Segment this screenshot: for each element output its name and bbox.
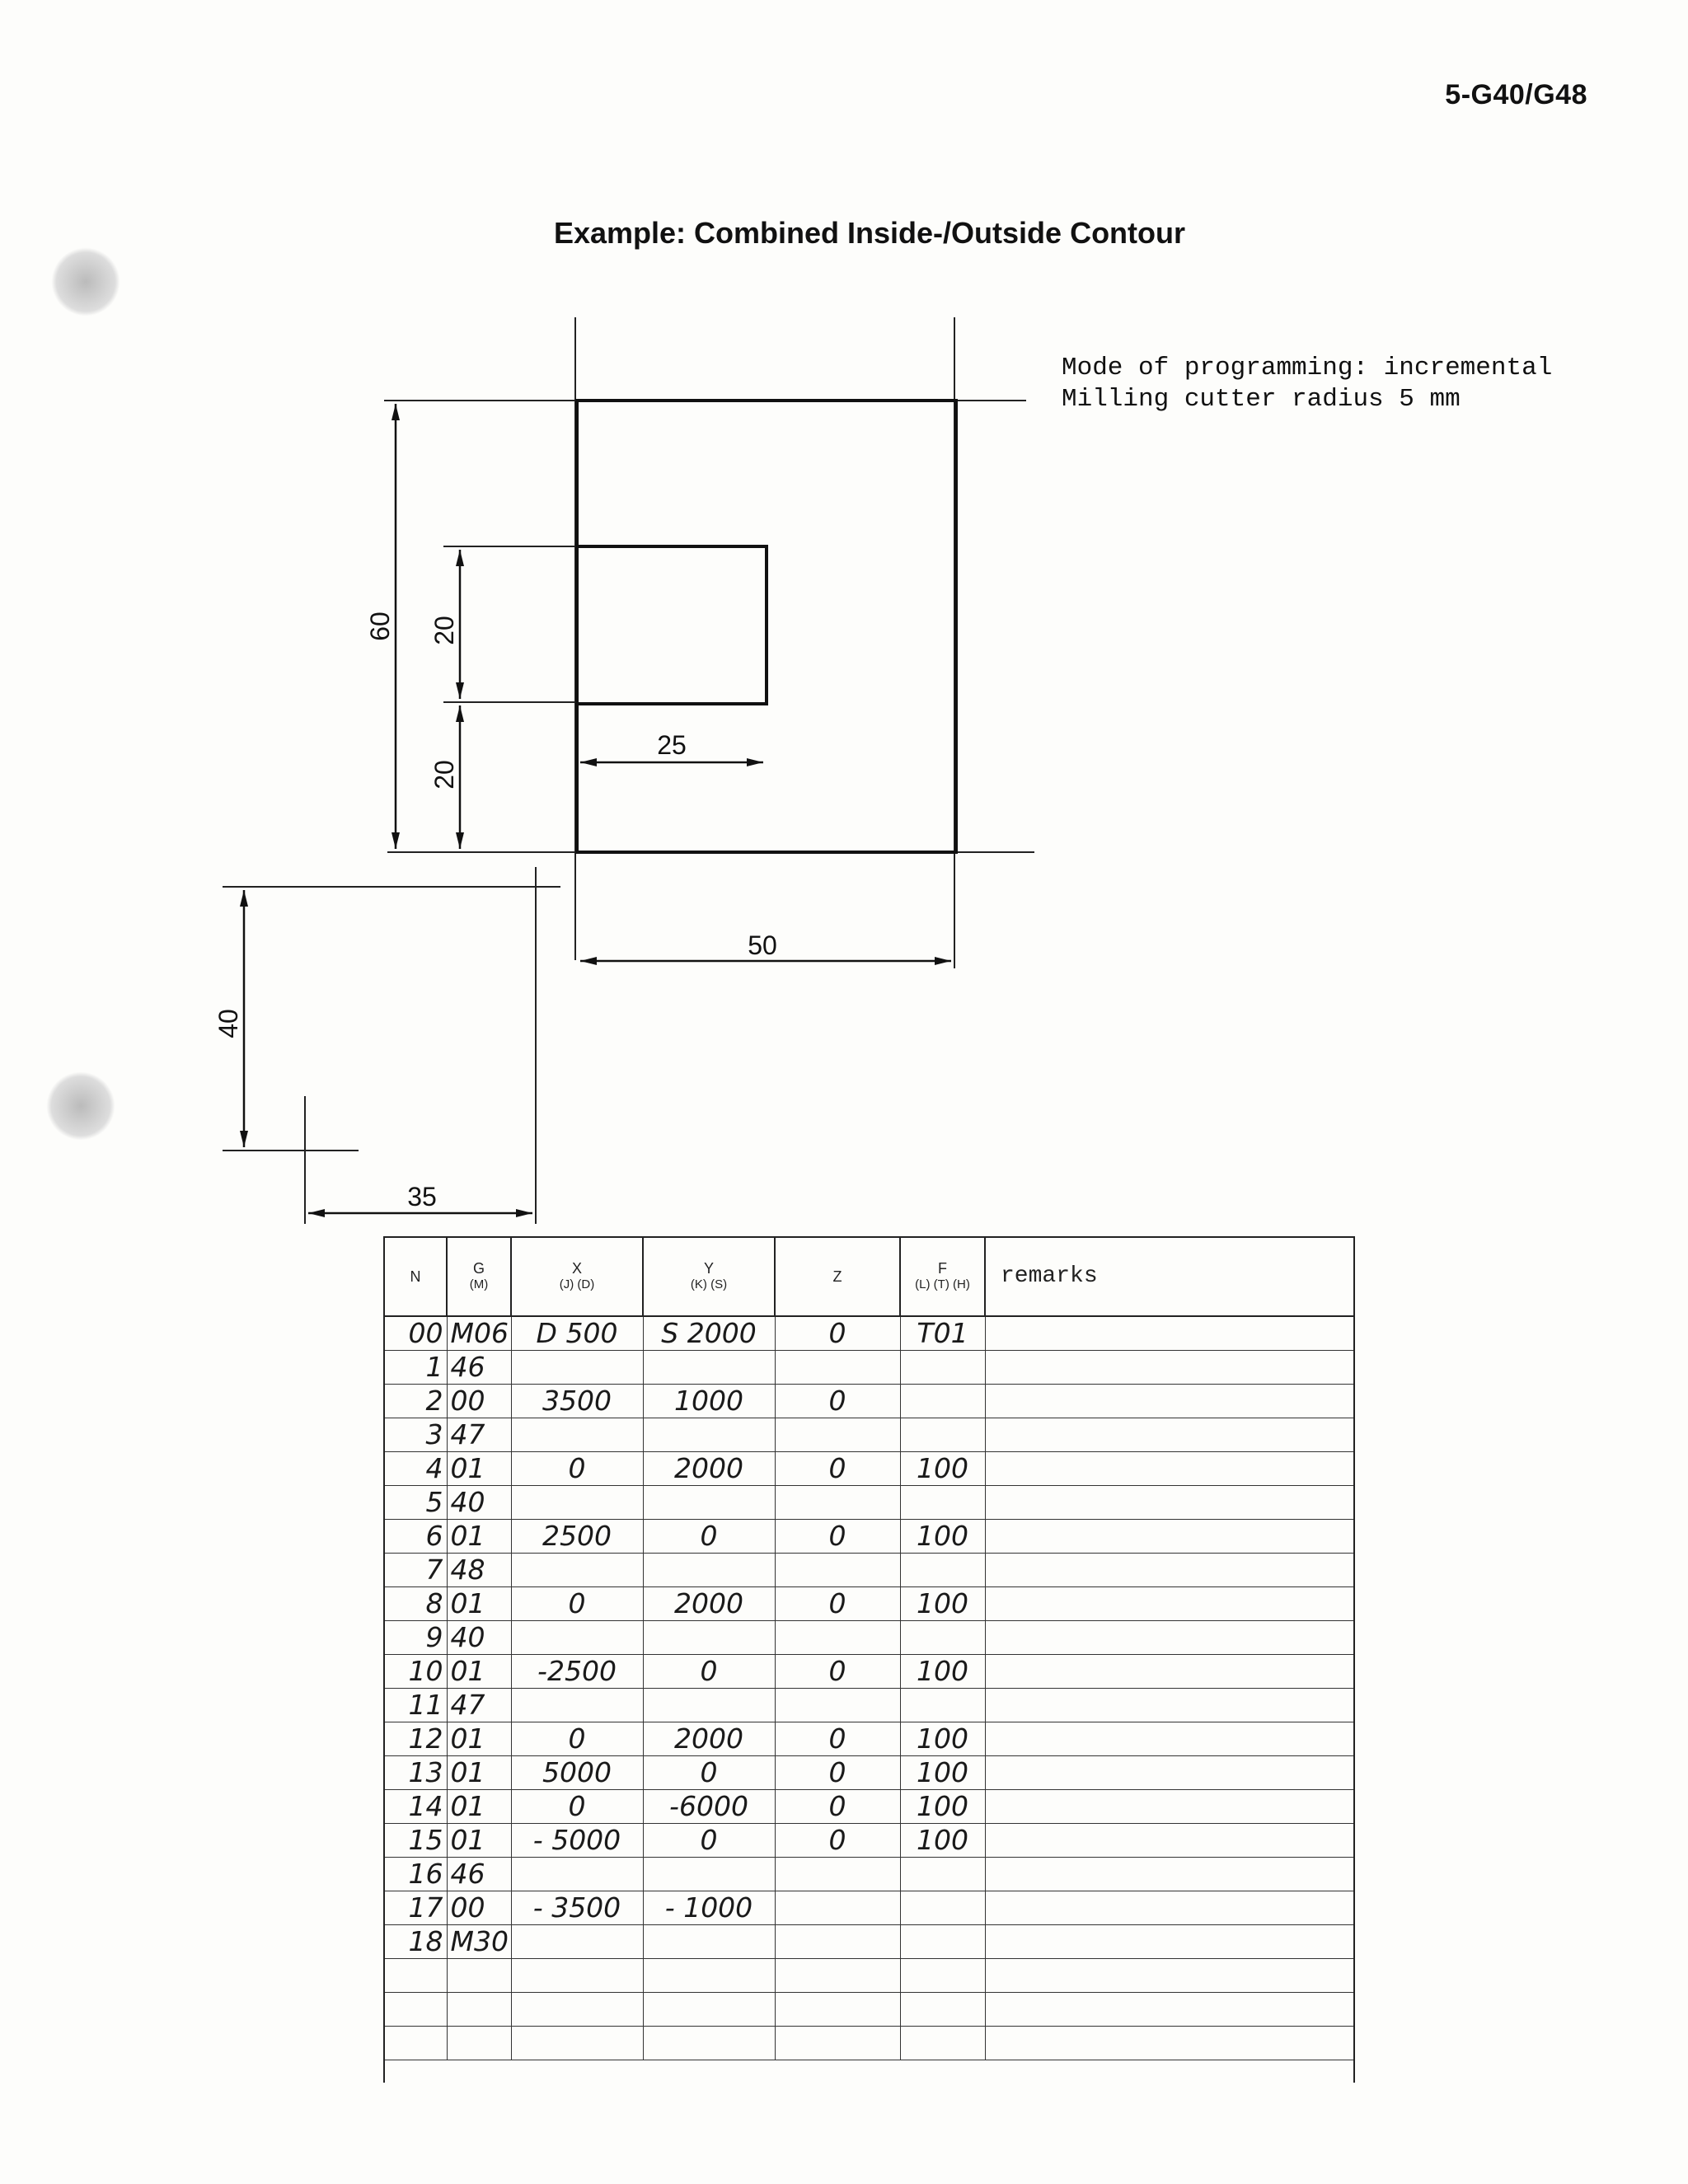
cell-f: 100 bbox=[900, 1655, 985, 1689]
table-row bbox=[385, 1959, 1353, 1993]
cell-g: 01 bbox=[447, 1756, 511, 1790]
cell-y: -6000 bbox=[643, 1790, 775, 1824]
cell-y: 2000 bbox=[643, 1587, 775, 1621]
cell-y: S 2000 bbox=[643, 1316, 775, 1351]
cell-x bbox=[511, 1351, 643, 1385]
header-main-label: F bbox=[938, 1260, 947, 1277]
cell-n: 13 bbox=[385, 1756, 447, 1790]
dim-20-lower-label: 20 bbox=[429, 760, 459, 790]
cell-g: 46 bbox=[447, 1351, 511, 1385]
cell-z bbox=[775, 1486, 900, 1520]
cell-n: 18 bbox=[385, 1925, 447, 1959]
cell-x bbox=[511, 1554, 643, 1587]
table-row bbox=[385, 1351, 1353, 1385]
cell-y bbox=[643, 1689, 775, 1722]
cell-g: 40 bbox=[447, 1621, 511, 1655]
cell-f bbox=[900, 1486, 985, 1520]
cell-remarks bbox=[985, 1655, 1353, 1689]
cell-g: 01 bbox=[447, 1655, 511, 1689]
cell-y bbox=[643, 1486, 775, 1520]
cell-remarks bbox=[985, 1689, 1353, 1722]
dim-40-label: 40 bbox=[213, 1009, 243, 1038]
table-row bbox=[385, 1993, 1353, 2027]
table-row bbox=[385, 1418, 1353, 1452]
cell-remarks bbox=[985, 1587, 1353, 1621]
cell-x bbox=[511, 1418, 643, 1452]
cell-x bbox=[511, 1925, 643, 1959]
cell-x: 3500 bbox=[511, 1385, 643, 1418]
table-row bbox=[385, 1316, 1353, 1351]
header-main-label: N bbox=[410, 1268, 421, 1285]
cell-f: 100 bbox=[900, 1722, 985, 1756]
cell-z: 0 bbox=[775, 1722, 900, 1756]
cell-g: 00 bbox=[447, 1385, 511, 1418]
col-f-header bbox=[900, 1238, 985, 1316]
table-row bbox=[385, 1824, 1353, 1858]
cell-n: 8 bbox=[385, 1587, 447, 1621]
dim-25-label: 25 bbox=[657, 730, 687, 760]
header-sub-label: (L) (T) (H) bbox=[915, 1277, 970, 1291]
cell-x bbox=[511, 1959, 643, 1993]
cell-remarks bbox=[985, 1993, 1353, 2027]
cell-n: 16 bbox=[385, 1858, 447, 1891]
table-row bbox=[385, 1621, 1353, 1655]
table-row bbox=[385, 1925, 1353, 1959]
cell-z bbox=[775, 1858, 900, 1891]
cell-f bbox=[900, 1858, 985, 1891]
cell-z bbox=[775, 2027, 900, 2060]
cell-f: 100 bbox=[900, 1756, 985, 1790]
cell-y bbox=[643, 1858, 775, 1891]
cell-n: 12 bbox=[385, 1722, 447, 1756]
cell-remarks bbox=[985, 1925, 1353, 1959]
cell-remarks bbox=[985, 1385, 1353, 1418]
cell-n: 9 bbox=[385, 1621, 447, 1655]
cell-f: 100 bbox=[900, 1452, 985, 1486]
cell-remarks bbox=[985, 1554, 1353, 1587]
cell-n: 5 bbox=[385, 1486, 447, 1520]
table-row bbox=[385, 1486, 1353, 1520]
cell-y: 2000 bbox=[643, 1722, 775, 1756]
cell-x: 5000 bbox=[511, 1756, 643, 1790]
cell-y bbox=[643, 1993, 775, 2027]
table-row bbox=[385, 1722, 1353, 1756]
cell-f bbox=[900, 1925, 985, 1959]
cell-remarks bbox=[985, 1824, 1353, 1858]
cell-y: 0 bbox=[643, 1756, 775, 1790]
table-row bbox=[385, 1587, 1353, 1621]
header-main-label: Y bbox=[703, 1260, 714, 1277]
page-title: Example: Combined Inside-/Outside Contour bbox=[553, 216, 1186, 250]
cell-x: 0 bbox=[511, 1452, 643, 1486]
cell-n bbox=[385, 1993, 447, 2027]
cell-n: 14 bbox=[385, 1790, 447, 1824]
inner-pocket bbox=[577, 546, 767, 704]
cell-z: 0 bbox=[775, 1655, 900, 1689]
col-y-header bbox=[643, 1238, 775, 1316]
header-sub-label: (J) (D) bbox=[559, 1277, 595, 1291]
cell-x: -2500 bbox=[511, 1655, 643, 1689]
cell-remarks bbox=[985, 1858, 1353, 1891]
cell-y: 1000 bbox=[643, 1385, 775, 1418]
cell-z: 0 bbox=[775, 1790, 900, 1824]
cell-remarks bbox=[985, 1486, 1353, 1520]
cell-g: 00 bbox=[447, 1891, 511, 1925]
cell-f bbox=[900, 1385, 985, 1418]
cell-remarks bbox=[985, 1316, 1353, 1351]
nc-program-sheet bbox=[383, 1236, 1355, 2083]
program-rows bbox=[385, 1316, 1353, 2060]
table-row bbox=[385, 1385, 1353, 1418]
cell-f bbox=[900, 1418, 985, 1452]
col-g-header bbox=[447, 1238, 511, 1316]
dim-20-upper-label: 20 bbox=[429, 616, 459, 645]
table-row bbox=[385, 1756, 1353, 1790]
cell-n: 15 bbox=[385, 1824, 447, 1858]
cell-x: - 5000 bbox=[511, 1824, 643, 1858]
cell-x: 2500 bbox=[511, 1520, 643, 1554]
cell-z bbox=[775, 1959, 900, 1993]
cell-n: 2 bbox=[385, 1385, 447, 1418]
cell-n: 11 bbox=[385, 1689, 447, 1722]
header-sub-label: (M) bbox=[469, 1277, 489, 1291]
cell-remarks bbox=[985, 1418, 1353, 1452]
cell-z bbox=[775, 1689, 900, 1722]
cell-g: 46 bbox=[447, 1858, 511, 1891]
table-row bbox=[385, 2027, 1353, 2060]
cell-x: 0 bbox=[511, 1587, 643, 1621]
note-mode: Mode of programming: incremental bbox=[1062, 354, 1553, 382]
cell-x: 0 bbox=[511, 1790, 643, 1824]
cell-x: 0 bbox=[511, 1722, 643, 1756]
cell-x bbox=[511, 1621, 643, 1655]
cell-remarks bbox=[985, 1959, 1353, 1993]
cell-f: T01 bbox=[900, 1316, 985, 1351]
cell-z: 0 bbox=[775, 1824, 900, 1858]
cell-n: 7 bbox=[385, 1554, 447, 1587]
cell-y bbox=[643, 1351, 775, 1385]
cell-x bbox=[511, 1486, 643, 1520]
cell-g: 01 bbox=[447, 1452, 511, 1486]
table-row bbox=[385, 1554, 1353, 1587]
header-row bbox=[385, 1238, 1353, 1316]
cell-z bbox=[775, 1891, 900, 1925]
cell-z bbox=[775, 1993, 900, 2027]
cell-g: 01 bbox=[447, 1824, 511, 1858]
cell-remarks bbox=[985, 1790, 1353, 1824]
cell-f: 100 bbox=[900, 1587, 985, 1621]
cell-g: 01 bbox=[447, 1587, 511, 1621]
cell-f bbox=[900, 1993, 985, 2027]
cell-g: M30 bbox=[447, 1925, 511, 1959]
cell-z bbox=[775, 1925, 900, 1959]
cell-y bbox=[643, 1418, 775, 1452]
cell-g: 01 bbox=[447, 1790, 511, 1824]
cell-g: 40 bbox=[447, 1486, 511, 1520]
header-sub-label: (K) (S) bbox=[690, 1277, 728, 1291]
cell-n bbox=[385, 2027, 447, 2060]
cell-n: 4 bbox=[385, 1452, 447, 1486]
cell-x bbox=[511, 2027, 643, 2060]
cell-y bbox=[643, 1621, 775, 1655]
cell-x: D 500 bbox=[511, 1316, 643, 1351]
header-main-label: Z bbox=[832, 1268, 842, 1285]
cell-remarks bbox=[985, 2027, 1353, 2060]
cell-f bbox=[900, 1689, 985, 1722]
cell-f bbox=[900, 1891, 985, 1925]
cell-x bbox=[511, 1993, 643, 2027]
cell-z: 0 bbox=[775, 1316, 900, 1351]
cell-z: 0 bbox=[775, 1756, 900, 1790]
cell-z: 0 bbox=[775, 1587, 900, 1621]
header-main-label: X bbox=[571, 1260, 582, 1277]
cell-x bbox=[511, 1689, 643, 1722]
header-main-label: G bbox=[472, 1260, 485, 1277]
dim-35-label: 35 bbox=[407, 1182, 437, 1212]
cell-f bbox=[900, 1621, 985, 1655]
cell-y: - 1000 bbox=[643, 1891, 775, 1925]
page-number: 5-G40/G48 bbox=[1445, 79, 1587, 110]
cell-remarks bbox=[985, 1520, 1353, 1554]
cell-y: 2000 bbox=[643, 1452, 775, 1486]
cell-y bbox=[643, 2027, 775, 2060]
cell-remarks bbox=[985, 1756, 1353, 1790]
cell-f bbox=[900, 1959, 985, 1993]
cell-f: 100 bbox=[900, 1790, 985, 1824]
col-remarks-header bbox=[985, 1238, 1353, 1316]
cell-z bbox=[775, 1621, 900, 1655]
cell-f bbox=[900, 2027, 985, 2060]
cell-remarks bbox=[985, 1891, 1353, 1925]
dim-50-label: 50 bbox=[748, 930, 777, 960]
cell-y bbox=[643, 1925, 775, 1959]
note-cutter-radius: Milling cutter radius 5 mm bbox=[1062, 385, 1461, 414]
cell-n: 1 bbox=[385, 1351, 447, 1385]
col-n-header bbox=[385, 1238, 447, 1316]
cell-g: 47 bbox=[447, 1689, 511, 1722]
table-row bbox=[385, 1790, 1353, 1824]
col-z-header bbox=[775, 1238, 900, 1316]
dim-60-label: 60 bbox=[365, 612, 395, 641]
cell-n: 10 bbox=[385, 1655, 447, 1689]
cell-g: 47 bbox=[447, 1418, 511, 1452]
cell-n: 00 bbox=[385, 1316, 447, 1351]
cell-f bbox=[900, 1351, 985, 1385]
col-x-header bbox=[511, 1238, 643, 1316]
table-row bbox=[385, 1891, 1353, 1925]
cell-z: 0 bbox=[775, 1385, 900, 1418]
cell-remarks bbox=[985, 1452, 1353, 1486]
table-row bbox=[385, 1858, 1353, 1891]
cell-remarks bbox=[985, 1351, 1353, 1385]
cell-n: 3 bbox=[385, 1418, 447, 1452]
cell-remarks bbox=[985, 1621, 1353, 1655]
cell-z bbox=[775, 1554, 900, 1587]
cell-z bbox=[775, 1418, 900, 1452]
header-main-label: remarks bbox=[1001, 1263, 1098, 1289]
cell-y: 0 bbox=[643, 1824, 775, 1858]
table-row bbox=[385, 1689, 1353, 1722]
table-row bbox=[385, 1520, 1353, 1554]
cell-g: 48 bbox=[447, 1554, 511, 1587]
cell-g: 01 bbox=[447, 1520, 511, 1554]
cell-n: 6 bbox=[385, 1520, 447, 1554]
table-row bbox=[385, 1452, 1353, 1486]
cell-z: 0 bbox=[775, 1520, 900, 1554]
cell-remarks bbox=[985, 1722, 1353, 1756]
cell-g: M06 bbox=[447, 1316, 511, 1351]
cell-n bbox=[385, 1959, 447, 1993]
cell-x bbox=[511, 1858, 643, 1891]
cell-z: 0 bbox=[775, 1452, 900, 1486]
cell-g bbox=[447, 1959, 511, 1993]
table-row bbox=[385, 1655, 1353, 1689]
cell-g bbox=[447, 2027, 511, 2060]
cell-f bbox=[900, 1554, 985, 1587]
cell-g: 01 bbox=[447, 1722, 511, 1756]
cell-y bbox=[643, 1554, 775, 1587]
cell-y bbox=[643, 1959, 775, 1993]
cell-f: 100 bbox=[900, 1824, 985, 1858]
program-table bbox=[385, 1238, 1353, 2060]
cell-n: 17 bbox=[385, 1891, 447, 1925]
cell-y: 0 bbox=[643, 1655, 775, 1689]
cell-g bbox=[447, 1993, 511, 2027]
cell-f: 100 bbox=[900, 1520, 985, 1554]
cell-y: 0 bbox=[643, 1520, 775, 1554]
cell-z bbox=[775, 1351, 900, 1385]
cell-x: - 3500 bbox=[511, 1891, 643, 1925]
